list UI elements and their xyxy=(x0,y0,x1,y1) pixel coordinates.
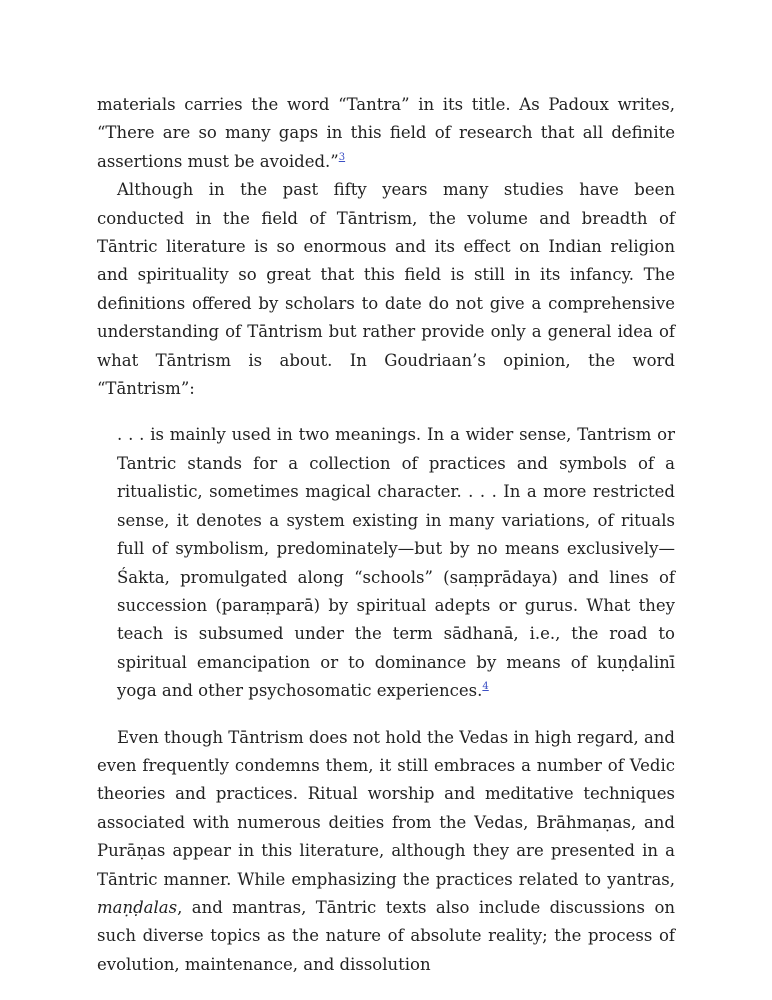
paragraph-3-text-a: Even though Tāntrism does not hold the Vedas in high regard, and even frequently condemns them, it still embraces a number of Vedic theories and practices. Ritual worship and meditative techniques associated with numerous deities from the Vedas, Brāhmaṇas, and Purāṇas appear in this literature, although they are presented in a Tāntric manner. While emphasizing the practices related to yantras, xyxy=(97,727,675,889)
footnote-link-3[interactable]: 3 xyxy=(338,151,346,163)
footnote-link-4[interactable]: 4 xyxy=(482,681,489,693)
paragraph-1-text: materials carries the word “Tantra” in its title. As Padoux writes, “There are so many gaps in this field of research that all definite assertions must be avoided.” xyxy=(97,95,675,171)
paragraph-2 xyxy=(97,176,675,403)
paragraph-1 xyxy=(97,91,675,176)
paragraph-3-italic-term: maṇḍalas xyxy=(97,897,178,917)
footnote-ref-4[interactable] xyxy=(482,681,488,692)
paragraph-3-text-b: , and mantras, Tāntric texts also include discussions on such diverse topics as the nature of absolute reality; the process of evolution, maintenance, and dissolution xyxy=(97,897,675,974)
footnote-ref-3[interactable] xyxy=(339,152,345,163)
block-quote-text: . . . is mainly used in two meanings. In a wider sense, Tantrism or Tantric stands for a collection of practices and symbols of a ritualistic, sometimes magical character. . . . In a more restricted sense, it denotes a system existing in many variations, of rituals full of symbolism, predominately—but by no means exclusively—Śakta, promulgated along “schools” (saṃprādaya) and lines of succession (paraṃparā) by spiritual adepts or gurus. What they teach is subsumed under the term sādhanā, i.e., the road to spiritual emancipation or to dominance by means of kuṇḍalinī yoga and other psychosomatic experiences. xyxy=(117,425,675,701)
paragraph-2-text: Although in the past fifty years many studies have been conducted in the field of Tāntrism, the volume and breadth of Tāntric literature is so enormous and its effect on Indian religion and spirituality so great that this field is still in its infancy. The definitions offered by scholars to date do not give a comprehensive understanding of Tāntrism but rather provide only a general idea of what Tāntrism is about. In Goudriaan’s opinion, the word “Tāntrism”: xyxy=(97,180,675,399)
document-page xyxy=(97,91,675,979)
paragraph-3 xyxy=(97,724,675,980)
block-quote xyxy=(117,421,675,705)
